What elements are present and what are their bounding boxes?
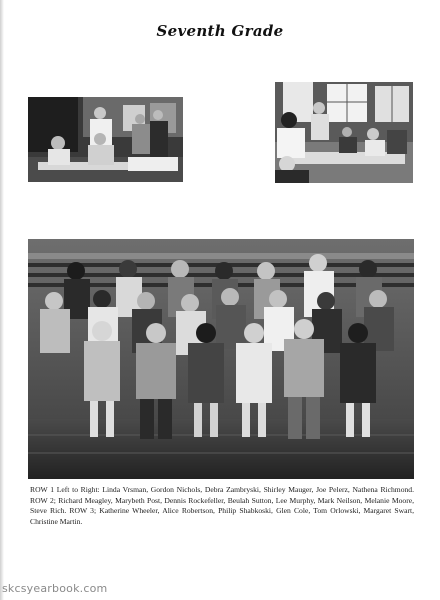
classroom-photo-icon: [28, 97, 183, 182]
class-group-photo: [28, 239, 414, 479]
classroom-photo-icon: [275, 82, 413, 183]
group-photo-icon: [28, 239, 414, 479]
page-spine-shadow: [0, 0, 4, 600]
top-left-photo: [28, 97, 183, 182]
page-title: Seventh Grade: [156, 22, 284, 40]
top-right-photo: [275, 82, 413, 183]
site-watermark: skcsyearbook.com: [2, 582, 108, 595]
photo-caption: ROW 1 Left to Right: Linda Vrsman, Gordon Nichols, Debra Zambryski, Shirley Mauger, Joe Pelerz, Nathena Richmond. ROW 2; Richard Meagley, Marybeth Post, Dennis Rockefeller, Beulah Sutton, Lee Murphy, Mark Neilson, Melanie Moore, Steve Rich. ROW 3; Katherine Wheeler, Alice Robertson, Philip Shabkoski, Glen Cole, Tom Orlowski, Margaret Swart, Christine Martin.: [30, 485, 414, 526]
